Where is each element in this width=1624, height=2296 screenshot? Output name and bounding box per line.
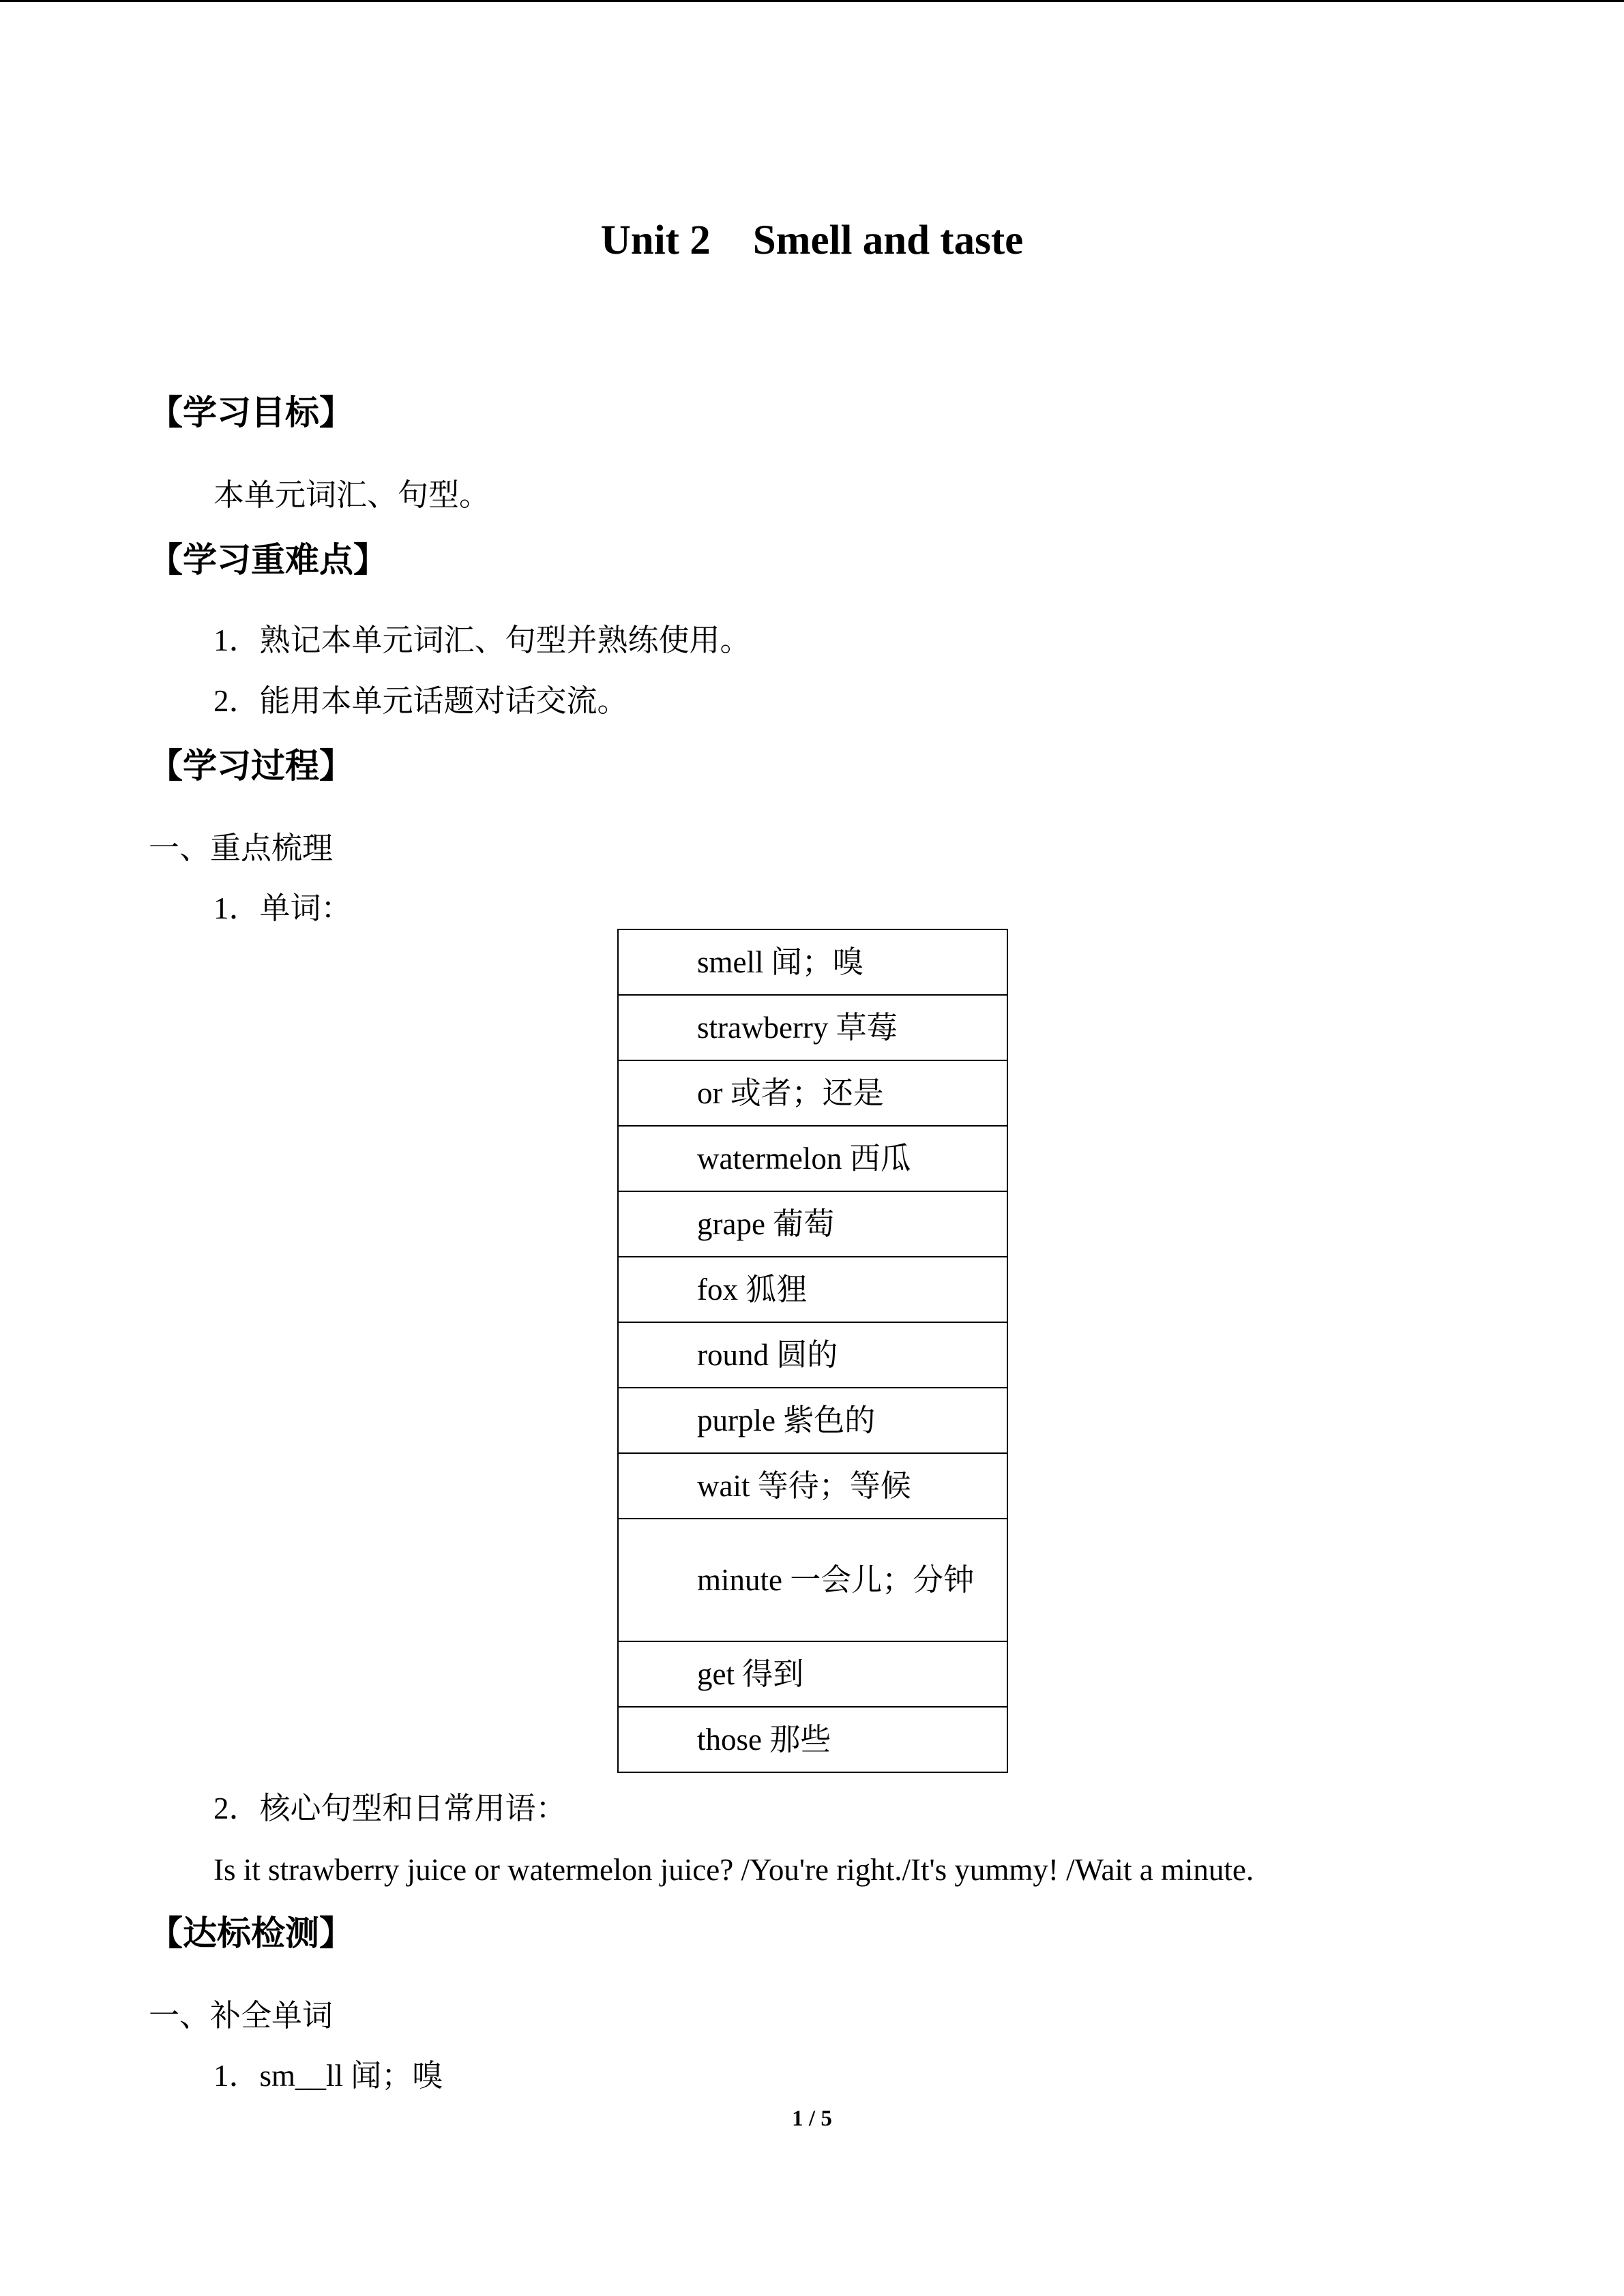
key-point-item: 1．熟记本单元词汇、句型并熟练使用。 (213, 623, 751, 657)
table-row (618, 1388, 1007, 1453)
unit-number: Unit 2 (600, 218, 711, 263)
process-part1-label: 一、重点梳理 (149, 831, 334, 865)
vocab-cell: get 得到 (697, 1657, 804, 1691)
vocab-cell: or 或者；还是 (697, 1076, 884, 1110)
goals-text: 本单元词汇、句型。 (213, 478, 490, 512)
key-points-heading: 【学习重难点】 (149, 541, 387, 579)
table-row (618, 1453, 1007, 1519)
page-number: 1 / 5 (792, 2106, 832, 2131)
table-row (618, 1126, 1007, 1191)
vocab-cell: fox 狐狸 (697, 1272, 808, 1307)
vocab-cell: strawberry 草莓 (697, 1011, 898, 1045)
words-label: 1．单词： (213, 891, 352, 925)
vocab-cell: smell 闻；嗅 (697, 945, 863, 979)
vocab-cell: round 圆的 (697, 1338, 838, 1372)
table-row (618, 929, 1007, 995)
table-row (618, 1519, 1007, 1641)
process-heading: 【学习过程】 (149, 747, 353, 785)
top-border-line (0, 0, 1624, 2)
test-question: 1．sm__ll 闻；嗅 (213, 2059, 443, 2093)
vocab-cell: watermelon 西瓜 (697, 1142, 911, 1176)
table-row (618, 1257, 1007, 1322)
table-row (618, 1322, 1007, 1388)
table-row (618, 1641, 1007, 1707)
goals-heading: 【学习目标】 (149, 393, 353, 432)
unit-name: Smell and taste (752, 218, 1024, 263)
table-row (618, 995, 1007, 1060)
vocab-cell: wait 等待；等候 (697, 1469, 911, 1503)
page-title (0, 210, 1624, 271)
vocab-cell: purple 紫色的 (697, 1403, 876, 1437)
sentences-text: Is it strawberry juice or watermelon juice? /You're right./It's yummy! /Wait a minute. (213, 1853, 1254, 1887)
vocab-cell: those 那些 (697, 1723, 831, 1757)
vocab-table (617, 929, 1008, 1773)
table-row (618, 1060, 1007, 1126)
test-heading: 【达标检测】 (149, 1914, 353, 1952)
vocab-cell: minute 一会儿；分钟 (697, 1563, 975, 1597)
vocab-cell: grape 葡萄 (697, 1207, 835, 1241)
key-point-item: 2．能用本单元话题对话交流。 (213, 684, 628, 718)
table-row (618, 1191, 1007, 1257)
table-row (618, 1707, 1007, 1772)
sentences-label: 2．核心句型和日常用语： (213, 1791, 567, 1825)
test-part1-label: 一、补全单词 (149, 1999, 334, 2033)
